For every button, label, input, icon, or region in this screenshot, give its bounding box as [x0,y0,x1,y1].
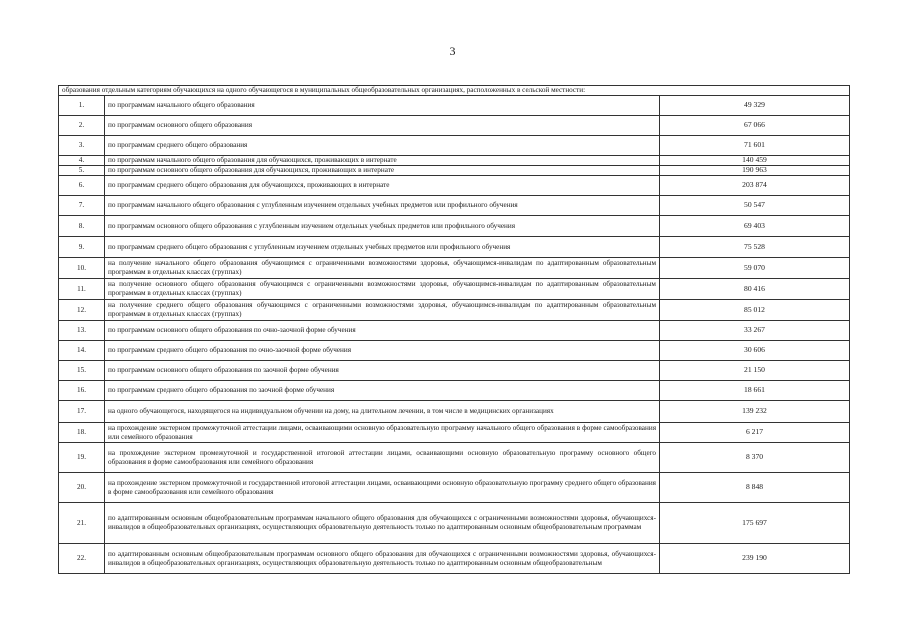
table-row [59,443,850,473]
row-number: 12. [59,300,105,321]
row-value: 85 012 [660,300,850,321]
row-number: 22. [59,544,105,574]
table-row [59,401,850,423]
row-description: на прохождение экстерном промежуточной аттестации лицами, осваивающими основную образовательную программу начального общего образования в форме самообразования или семейного образования [105,423,660,443]
row-value: 33 267 [660,321,850,341]
row-value: 18 661 [660,381,850,401]
row-number: 11. [59,279,105,300]
row-number: 21. [59,503,105,544]
page-number: 3 [449,44,456,58]
cost-norms-table [58,85,850,574]
row-value: 49 329 [660,96,850,116]
row-description: на прохождение экстерном промежуточной и государственной итоговой аттестации лицами, осваивающими основную образовательную программу среднего общего образования в форме самообразования или семейного образования [105,473,660,503]
table-row [59,136,850,156]
row-description: на прохождение экстерном промежуточной и государственной итоговой аттестации лицами, осваивающими основную образовательную программу основного общего образования в форме самообразования или семейного образования [105,443,660,473]
row-value: 67 066 [660,116,850,136]
row-number: 15. [59,361,105,381]
row-value: 69 403 [660,216,850,237]
row-value: 75 528 [660,237,850,258]
row-number: 2. [59,116,105,136]
row-value: 239 190 [660,544,850,574]
row-number: 16. [59,381,105,401]
row-value: 190 963 [660,166,850,176]
row-value: 140 459 [660,156,850,166]
row-value: 139 232 [660,401,850,423]
table-row [59,96,850,116]
table-row [59,176,850,196]
table-row [59,321,850,341]
table-row [59,341,850,361]
row-description: по программам начального общего образования для обучающихся, проживающих в интернате [105,156,660,166]
row-number: 8. [59,216,105,237]
row-description: по программам основного общего образования по заочной форме обучения [105,361,660,381]
row-number: 10. [59,258,105,279]
row-value: 80 416 [660,279,850,300]
table-row [59,423,850,443]
row-description: по программам среднего общего образования по очно-заочной форме обучения [105,341,660,361]
row-value: 203 874 [660,176,850,196]
table-row [59,503,850,544]
table-row [59,381,850,401]
row-description: на получение начального общего образования обучающимся с ограниченными возможностями здоровья, обучающимся-инвалидам по адаптированным образовательным программам в отдельных классах (группах) [105,258,660,279]
row-description: на получение среднего общего образования обучающимся с ограниченными возможностями здоровья, обучающимся-инвалидам по адаптированным образовательным программам в отдельных классах (группах) [105,300,660,321]
table-row [59,258,850,279]
row-value: 59 070 [660,258,850,279]
row-description: по программам основного общего образования с углубленным изучением отдельных учебных предметов или профильного обучения [105,216,660,237]
table-row [59,166,850,176]
row-value: 71 601 [660,136,850,156]
table-row [59,216,850,237]
table-row [59,279,850,300]
row-description: по адаптированным основным общеобразовательным программам начального общего образования для обучающихся с ограниченными возможностями здоровья, обучающихся-инвалидов в общеобразовательных организациях, осуществляющих образовательную деятельность только по адаптированным основным общеобразовательным программам [105,503,660,544]
row-number: 14. [59,341,105,361]
row-value: 50 547 [660,196,850,216]
row-value: 21 150 [660,361,850,381]
row-number: 19. [59,443,105,473]
row-number: 13. [59,321,105,341]
row-number: 5. [59,166,105,176]
row-number: 17. [59,401,105,423]
row-value: 30 606 [660,341,850,361]
row-description: на одного обучающегося, находящегося на индивидуальном обучении на дому, на длительном лечении, в том числе в медицинских организациях [105,401,660,423]
row-description: по программам основного общего образования для обучающихся, проживающих в интернате [105,166,660,176]
row-description: по программам начального общего образования с углубленным изучением отдельных учебных предметов или профильного обучения [105,196,660,216]
row-description: по адаптированным основным общеобразовательным программам основного общего образования для обучающихся с ограниченными возможностями здоровья, обучающихся-инвалидов в общеобразовательных организациях, осуществляющих образовательную деятельность только по адаптированным основным общеобразовательным [105,544,660,574]
row-number: 6. [59,176,105,196]
row-number: 1. [59,96,105,116]
table-row [59,300,850,321]
row-value: 8 848 [660,473,850,503]
table-row [59,156,850,166]
row-description: на получение основного общего образования обучающимся с ограниченными возможностями здоровья, обучающимся-инвалидам по адаптированным образовательным программам в отдельных классах (группах) [105,279,660,300]
row-value: 8 370 [660,443,850,473]
row-value: 6 217 [660,423,850,443]
table-caption: образования отдельным категориям обучающихся на одного обучающегося в муниципальных общеобразовательных организациях, расположенных в сельской местности: [59,86,850,96]
row-description: по программам среднего общего образования по заочной форме обучения [105,381,660,401]
row-description: по программам среднего общего образования с углубленным изучением отдельных учебных предметов или профильного обучения [105,237,660,258]
table-row [59,116,850,136]
table-row [59,196,850,216]
table-caption-row [59,86,850,96]
row-description: по программам начального общего образования [105,96,660,116]
table-row [59,237,850,258]
row-number: 3. [59,136,105,156]
row-value: 175 697 [660,503,850,544]
table-row [59,473,850,503]
row-description: по программам основного общего образования по очно-заочной форме обучения [105,321,660,341]
row-number: 18. [59,423,105,443]
row-number: 7. [59,196,105,216]
row-number: 4. [59,156,105,166]
row-description: по программам среднего общего образования [105,136,660,156]
table-row [59,544,850,574]
row-description: по программам среднего общего образования для обучающихся, проживающих в интернате [105,176,660,196]
row-description: по программам основного общего образования [105,116,660,136]
table-row [59,361,850,381]
row-number: 20. [59,473,105,503]
row-number: 9. [59,237,105,258]
